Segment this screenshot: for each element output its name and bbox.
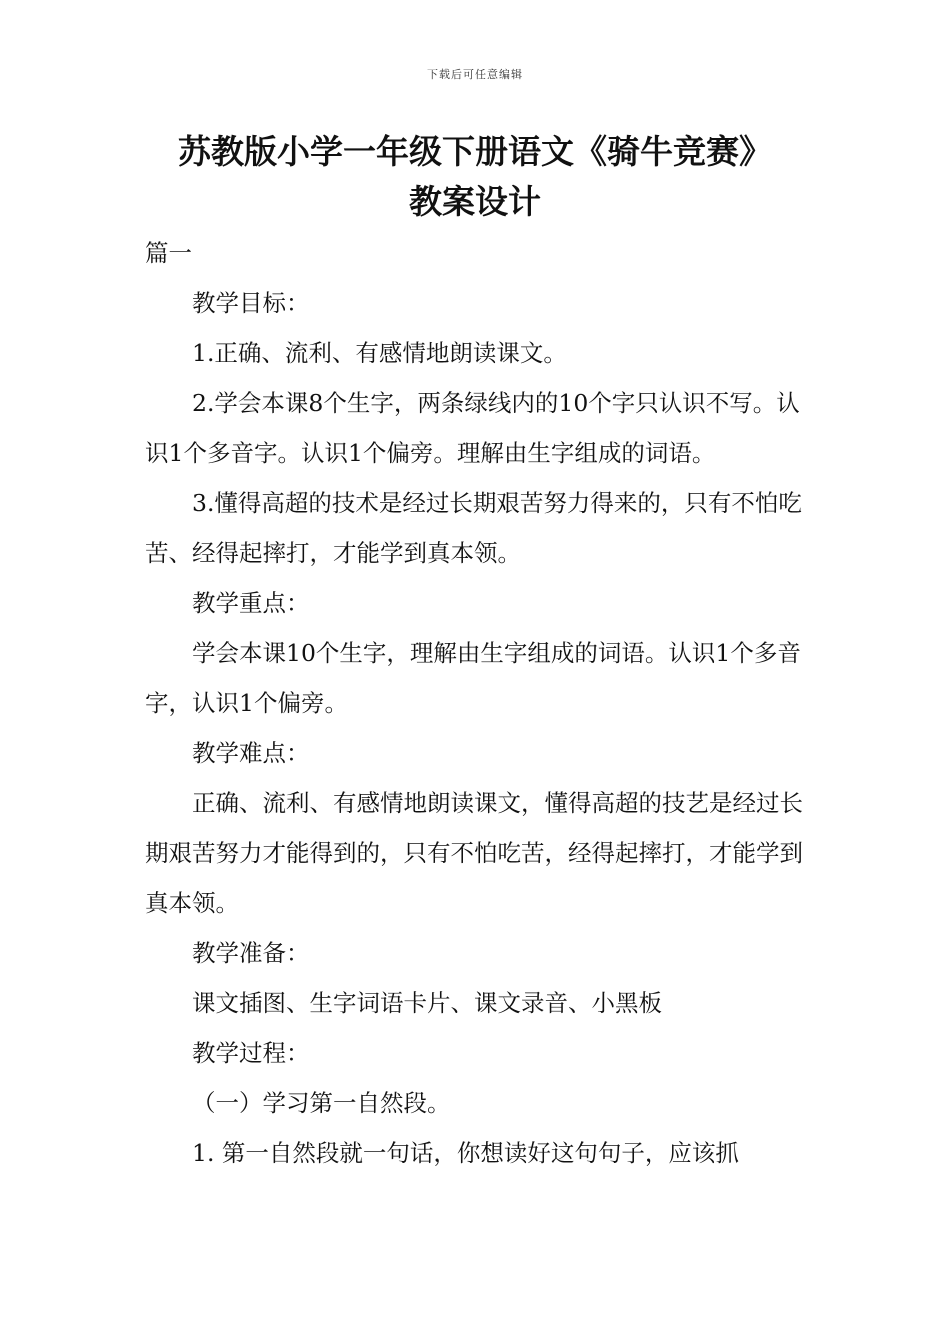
document-title-line-2: 教案设计	[409, 182, 541, 221]
document-body	[145, 228, 810, 1178]
objectives-heading: 教学目标：	[192, 289, 310, 317]
header-note: 下载后可任意编辑	[427, 68, 523, 81]
difficulties-heading: 教学难点：	[192, 739, 310, 767]
objective-3: 3.懂得高超的技术是经过长期艰苦努力得来的，只有不怕吃苦、经得起摔打，才能学到真本领。	[145, 489, 802, 567]
key-points-heading: 教学重点：	[192, 589, 310, 617]
difficulties-text: 正确、流利、有感情地朗读课文，懂得高超的技艺是经过长期艰苦努力才能得到的，只有不怕吃苦，经得起摔打，才能学到真本领。	[145, 789, 803, 917]
document-title-line-1: 苏教版小学一年级下册语文《骑牛竞赛》	[178, 132, 772, 171]
key-points-text: 学会本课10个生字，理解由生字组成的词语。认识1个多音字，认识1个偏旁。	[145, 639, 801, 717]
step-1-heading: （一）学习第一自然段。	[192, 1089, 451, 1117]
preparation-heading: 教学准备：	[192, 939, 310, 967]
objective-1: 1.正确、流利、有感情地朗读课文。	[192, 339, 567, 367]
preparation-text: 课文插图、生字词语卡片、课文录音、小黑板	[192, 989, 662, 1017]
section-label: 篇一	[145, 239, 192, 267]
step-1-item-1: 1. 第一自然段就一句话，你想读好这句句子，应该抓	[192, 1139, 739, 1167]
process-heading: 教学过程：	[192, 1039, 310, 1067]
objective-2: 2.学会本课8个生字，两条绿线内的10个字只认识不写。认识1个多音字。认识1个偏旁。理解由生字组成的词语。	[145, 389, 800, 467]
